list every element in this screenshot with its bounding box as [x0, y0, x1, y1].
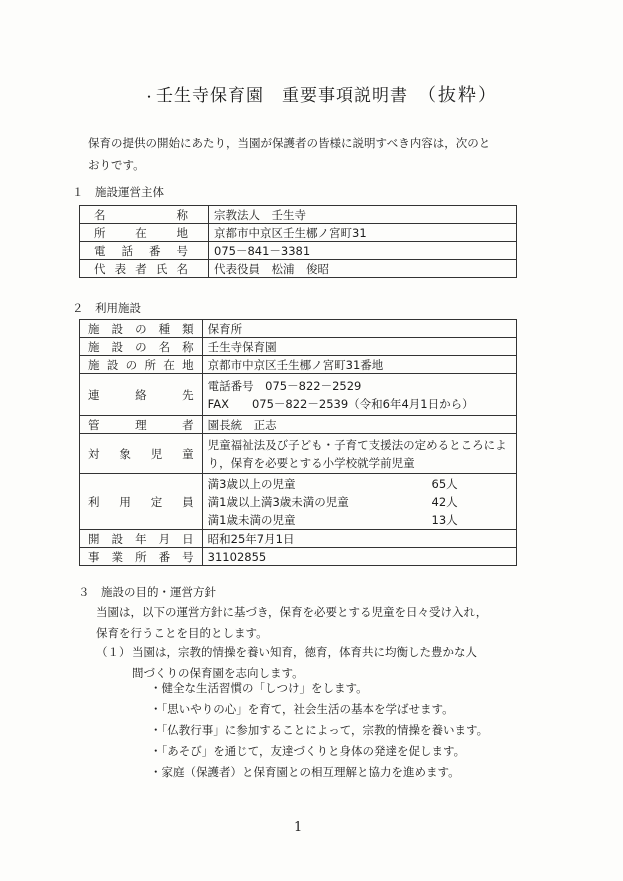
- table-value: 075－841－3381: [209, 242, 517, 260]
- table-row: [80, 242, 517, 260]
- item-number: （１）: [96, 645, 131, 659]
- table-label: 開設年月日: [80, 530, 203, 548]
- table-row: [80, 434, 517, 474]
- table-row: [80, 374, 517, 416]
- capacity-row: [208, 475, 458, 493]
- capacity-group: 満1歳未満の児童: [207, 512, 296, 527]
- capacity-count: 13人: [431, 512, 458, 527]
- table-row: [80, 320, 517, 338]
- table-label: 利用定員: [80, 474, 203, 530]
- table-row: [80, 474, 517, 530]
- table-value: 保育所: [202, 320, 516, 338]
- title-handwritten-note: （抜粋）: [418, 85, 499, 106]
- capacity-row: [208, 511, 458, 529]
- table-value: 園長統 正志: [202, 416, 516, 434]
- target-value: [202, 434, 516, 474]
- facility-table: [79, 319, 517, 566]
- table-label: 対象児童: [80, 434, 203, 474]
- table-row: [80, 416, 517, 434]
- table-value: 京都市中京区壬生梛ノ宮町31番地: [202, 356, 516, 374]
- section2-heading: ２ 利用施設: [72, 301, 141, 315]
- table-label: 施設の名称: [80, 338, 203, 356]
- section1-heading: １ 施設運営主体: [72, 185, 164, 199]
- capacity-row: [208, 493, 458, 511]
- capacity-value: [202, 474, 516, 530]
- page-title: [143, 81, 498, 107]
- contact-value: [202, 374, 516, 416]
- table-label: 名称: [80, 206, 209, 224]
- table-label: 所在地: [80, 224, 209, 242]
- intro-line: 保育の提供の開始にあたり，当園が保護者の皆様に説明すべき内容は，次のと: [88, 136, 491, 150]
- list-item: ・健全な生活習慣の「しつけ」をします。: [150, 681, 368, 695]
- table-row: [80, 206, 517, 224]
- target-line: 児童福祉法及び子ども・子育て支援法の定めるところによ: [207, 437, 507, 452]
- title-bullet: ・: [143, 90, 157, 104]
- item-line: 間づくりの保育園を志向します。: [132, 666, 304, 680]
- page-number: 1: [294, 820, 303, 835]
- section3-heading: ３ 施設の目的・運営方針: [78, 585, 216, 599]
- table-value: 宗教法人 壬生寺: [209, 206, 517, 224]
- list-item: ・「思いやりの心」を育て，社会生活の基本を学ばせます。: [150, 702, 454, 716]
- title-main: 壬生寺保育園 重要事項説明書: [156, 86, 409, 106]
- table-label: 事業所番号: [80, 548, 203, 566]
- capacity-count: 65人: [431, 476, 458, 491]
- table-value: 31102855: [202, 548, 516, 566]
- capacity-count: 42人: [431, 494, 458, 509]
- table-value: 代表役員 松浦 俊昭: [209, 260, 517, 278]
- fax-line: FAX 075－822－2539（令和6年4月1日から）: [207, 396, 474, 411]
- table-value: 昭和25年7月1日: [202, 530, 516, 548]
- table-label: 管理者: [80, 416, 203, 434]
- body-line: 保育を行うことを目的とします。: [96, 626, 268, 640]
- tel-line: 電話番号 075－822－2529: [207, 378, 362, 393]
- capacity-group: 満1歳以上満3歳未満の児童: [207, 494, 349, 509]
- table-label: 施設の所在地: [80, 356, 203, 374]
- section3-body: [96, 602, 487, 644]
- table-row: [80, 260, 517, 278]
- intro-line: おりです。: [88, 158, 145, 172]
- table-row: [80, 356, 517, 374]
- table-value: 壬生寺保育園: [202, 338, 516, 356]
- capacity-group: 満3歳以上の児童: [207, 476, 296, 491]
- policy-bullet-list: [150, 678, 488, 783]
- operator-table: [79, 205, 517, 278]
- list-item: ・「仏教行事」に参加することによって，宗教的情操を養います。: [150, 723, 489, 737]
- table-label: 施設の種類: [80, 320, 203, 338]
- table-label: 電話番号: [80, 242, 209, 260]
- table-label: 連絡先: [80, 374, 203, 416]
- table-row: [80, 338, 517, 356]
- table-row: [80, 224, 517, 242]
- list-item: ・家庭（保護者）と保育園との相互理解と協力を進めます。: [150, 765, 460, 779]
- table-label: 代表者氏名: [80, 260, 209, 278]
- list-item: ・「あそび」を通じて，友達づくりと身体の発達を促します。: [150, 744, 466, 758]
- intro-paragraph: [88, 132, 548, 176]
- table-value: 京都市中京区壬生梛ノ宮町31: [209, 224, 517, 242]
- target-line: り，保育を必要とする小学校就学前児童: [207, 455, 415, 470]
- body-line: 当園は，以下の運営方針に基づき，保育を必要とする児童を日々受け入れ，: [96, 605, 488, 619]
- item-line: 当園は，宗教的情操を養い知育，徳育，体育共に均衡した豊かな人: [132, 645, 477, 659]
- table-row: [80, 548, 517, 566]
- table-row: [80, 530, 517, 548]
